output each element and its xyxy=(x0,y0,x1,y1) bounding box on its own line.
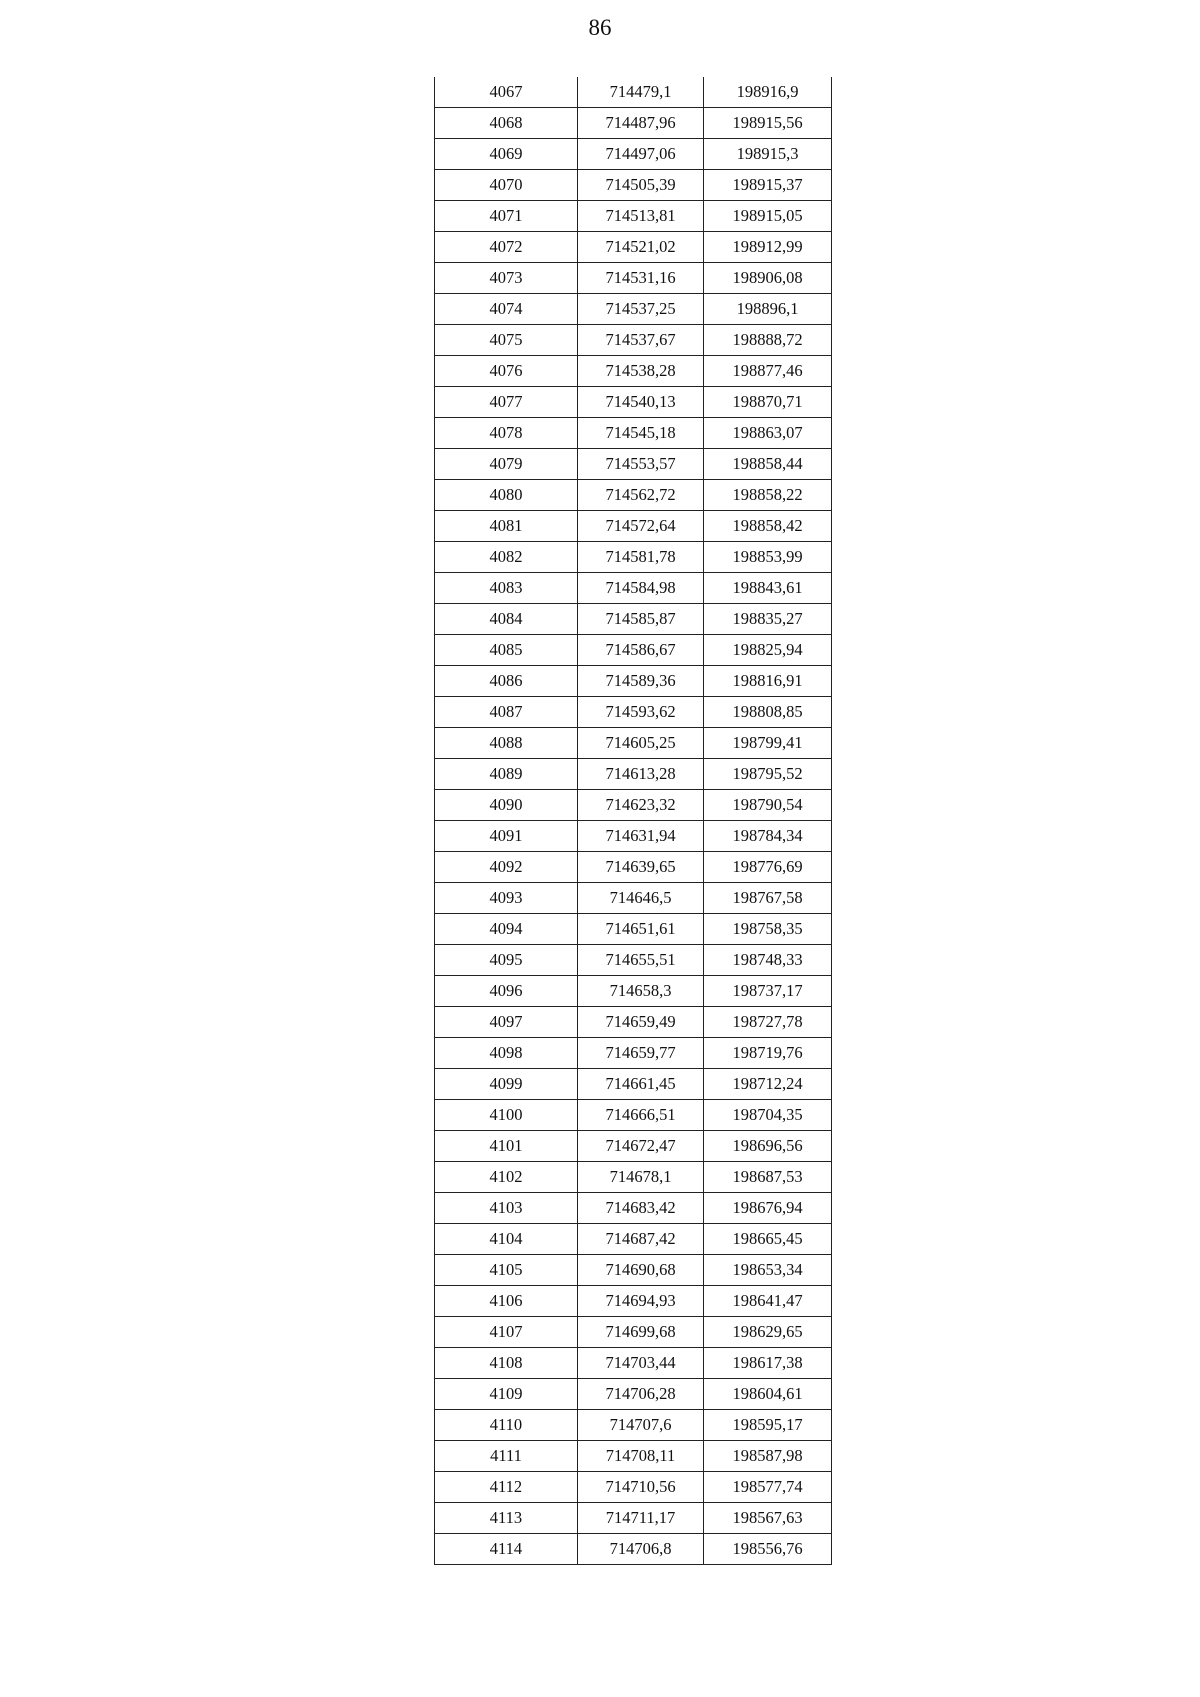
table-row xyxy=(435,1410,832,1441)
y-coordinate-cell: 198567,63 xyxy=(704,1503,832,1534)
table-row xyxy=(435,821,832,852)
point-number-cell: 4108 xyxy=(435,1348,578,1379)
x-coordinate-cell: 714661,45 xyxy=(578,1069,704,1100)
x-coordinate-cell: 714710,56 xyxy=(578,1472,704,1503)
table-row xyxy=(435,790,832,821)
y-coordinate-cell: 198808,85 xyxy=(704,697,832,728)
x-coordinate-cell: 714585,87 xyxy=(578,604,704,635)
table-row xyxy=(435,1534,832,1565)
point-number-cell: 4083 xyxy=(435,573,578,604)
point-number-cell: 4084 xyxy=(435,604,578,635)
x-coordinate-cell: 714593,62 xyxy=(578,697,704,728)
point-number-cell: 4082 xyxy=(435,542,578,573)
point-number-cell: 4074 xyxy=(435,294,578,325)
x-coordinate-cell: 714513,81 xyxy=(578,201,704,232)
y-coordinate-cell: 198896,1 xyxy=(704,294,832,325)
point-number-cell: 4110 xyxy=(435,1410,578,1441)
table-row xyxy=(435,697,832,728)
point-number-cell: 4092 xyxy=(435,852,578,883)
x-coordinate-cell: 714521,02 xyxy=(578,232,704,263)
point-number-cell: 4106 xyxy=(435,1286,578,1317)
table-row xyxy=(435,294,832,325)
table-row xyxy=(435,728,832,759)
y-coordinate-cell: 198696,56 xyxy=(704,1131,832,1162)
x-coordinate-cell: 714581,78 xyxy=(578,542,704,573)
point-number-cell: 4085 xyxy=(435,635,578,666)
point-number-cell: 4075 xyxy=(435,325,578,356)
point-number-cell: 4114 xyxy=(435,1534,578,1565)
y-coordinate-cell: 198906,08 xyxy=(704,263,832,294)
y-coordinate-cell: 198858,22 xyxy=(704,480,832,511)
table-row xyxy=(435,77,832,108)
x-coordinate-cell: 714545,18 xyxy=(578,418,704,449)
x-coordinate-cell: 714584,98 xyxy=(578,573,704,604)
x-coordinate-cell: 714678,1 xyxy=(578,1162,704,1193)
x-coordinate-cell: 714537,25 xyxy=(578,294,704,325)
y-coordinate-cell: 198641,47 xyxy=(704,1286,832,1317)
x-coordinate-cell: 714699,68 xyxy=(578,1317,704,1348)
x-coordinate-cell: 714690,68 xyxy=(578,1255,704,1286)
y-coordinate-cell: 198587,98 xyxy=(704,1441,832,1472)
point-number-cell: 4079 xyxy=(435,449,578,480)
y-coordinate-cell: 198835,27 xyxy=(704,604,832,635)
y-coordinate-cell: 198843,61 xyxy=(704,573,832,604)
table-row xyxy=(435,1131,832,1162)
y-coordinate-cell: 198758,35 xyxy=(704,914,832,945)
point-number-cell: 4094 xyxy=(435,914,578,945)
point-number-cell: 4107 xyxy=(435,1317,578,1348)
y-coordinate-cell: 198617,38 xyxy=(704,1348,832,1379)
y-coordinate-cell: 198665,45 xyxy=(704,1224,832,1255)
table-row xyxy=(435,1472,832,1503)
point-number-cell: 4067 xyxy=(435,77,578,108)
point-number-cell: 4098 xyxy=(435,1038,578,1069)
point-number-cell: 4097 xyxy=(435,1007,578,1038)
x-coordinate-cell: 714703,44 xyxy=(578,1348,704,1379)
y-coordinate-cell: 198888,72 xyxy=(704,325,832,356)
y-coordinate-cell: 198776,69 xyxy=(704,852,832,883)
y-coordinate-cell: 198629,65 xyxy=(704,1317,832,1348)
x-coordinate-cell: 714537,67 xyxy=(578,325,704,356)
point-number-cell: 4081 xyxy=(435,511,578,542)
x-coordinate-cell: 714706,28 xyxy=(578,1379,704,1410)
y-coordinate-cell: 198595,17 xyxy=(704,1410,832,1441)
point-number-cell: 4070 xyxy=(435,170,578,201)
point-number-cell: 4089 xyxy=(435,759,578,790)
table-row xyxy=(435,1379,832,1410)
point-number-cell: 4073 xyxy=(435,263,578,294)
table-row xyxy=(435,1441,832,1472)
y-coordinate-cell: 198912,99 xyxy=(704,232,832,263)
x-coordinate-cell: 714586,67 xyxy=(578,635,704,666)
y-coordinate-cell: 198556,76 xyxy=(704,1534,832,1565)
table-row xyxy=(435,759,832,790)
table-row xyxy=(435,976,832,1007)
x-coordinate-cell: 714505,39 xyxy=(578,170,704,201)
y-coordinate-cell: 198795,52 xyxy=(704,759,832,790)
table-row xyxy=(435,1038,832,1069)
y-coordinate-cell: 198790,54 xyxy=(704,790,832,821)
x-coordinate-cell: 714639,65 xyxy=(578,852,704,883)
y-coordinate-cell: 198704,35 xyxy=(704,1100,832,1131)
point-number-cell: 4077 xyxy=(435,387,578,418)
y-coordinate-cell: 198577,74 xyxy=(704,1472,832,1503)
x-coordinate-cell: 714659,49 xyxy=(578,1007,704,1038)
table-row xyxy=(435,139,832,170)
point-number-cell: 4086 xyxy=(435,666,578,697)
table-row xyxy=(435,604,832,635)
table-row xyxy=(435,1100,832,1131)
point-number-cell: 4112 xyxy=(435,1472,578,1503)
x-coordinate-cell: 714538,28 xyxy=(578,356,704,387)
x-coordinate-cell: 714623,32 xyxy=(578,790,704,821)
table-row xyxy=(435,170,832,201)
x-coordinate-cell: 714589,36 xyxy=(578,666,704,697)
x-coordinate-cell: 714683,42 xyxy=(578,1193,704,1224)
y-coordinate-cell: 198877,46 xyxy=(704,356,832,387)
table-row xyxy=(435,325,832,356)
point-number-cell: 4102 xyxy=(435,1162,578,1193)
x-coordinate-cell: 714605,25 xyxy=(578,728,704,759)
point-number-cell: 4103 xyxy=(435,1193,578,1224)
point-number-cell: 4111 xyxy=(435,1441,578,1472)
point-number-cell: 4087 xyxy=(435,697,578,728)
x-coordinate-cell: 714666,51 xyxy=(578,1100,704,1131)
y-coordinate-cell: 198816,91 xyxy=(704,666,832,697)
y-coordinate-cell: 198915,3 xyxy=(704,139,832,170)
table-row xyxy=(435,108,832,139)
table-row xyxy=(435,914,832,945)
table-row xyxy=(435,480,832,511)
point-number-cell: 4095 xyxy=(435,945,578,976)
point-number-cell: 4091 xyxy=(435,821,578,852)
x-coordinate-cell: 714672,47 xyxy=(578,1131,704,1162)
x-coordinate-cell: 714687,42 xyxy=(578,1224,704,1255)
y-coordinate-cell: 198687,53 xyxy=(704,1162,832,1193)
table-row xyxy=(435,1069,832,1100)
x-coordinate-cell: 714706,8 xyxy=(578,1534,704,1565)
point-number-cell: 4076 xyxy=(435,356,578,387)
table-row xyxy=(435,542,832,573)
table-row xyxy=(435,449,832,480)
table-row xyxy=(435,666,832,697)
table-row xyxy=(435,387,832,418)
y-coordinate-cell: 198870,71 xyxy=(704,387,832,418)
table-row xyxy=(435,1193,832,1224)
y-coordinate-cell: 198799,41 xyxy=(704,728,832,759)
x-coordinate-cell: 714613,28 xyxy=(578,759,704,790)
x-coordinate-cell: 714651,61 xyxy=(578,914,704,945)
point-number-cell: 4071 xyxy=(435,201,578,232)
x-coordinate-cell: 714707,6 xyxy=(578,1410,704,1441)
table-row xyxy=(435,1007,832,1038)
table-row xyxy=(435,1317,832,1348)
x-coordinate-cell: 714572,64 xyxy=(578,511,704,542)
x-coordinate-cell: 714694,93 xyxy=(578,1286,704,1317)
y-coordinate-cell: 198653,34 xyxy=(704,1255,832,1286)
y-coordinate-cell: 198719,76 xyxy=(704,1038,832,1069)
table-row xyxy=(435,945,832,976)
y-coordinate-cell: 198915,37 xyxy=(704,170,832,201)
y-coordinate-cell: 198863,07 xyxy=(704,418,832,449)
x-coordinate-cell: 714487,96 xyxy=(578,108,704,139)
point-number-cell: 4080 xyxy=(435,480,578,511)
table-row xyxy=(435,263,832,294)
y-coordinate-cell: 198915,56 xyxy=(704,108,832,139)
point-number-cell: 4100 xyxy=(435,1100,578,1131)
table-row xyxy=(435,1224,832,1255)
table-row xyxy=(435,573,832,604)
table-row xyxy=(435,635,832,666)
page-number: 86 xyxy=(588,15,612,40)
x-coordinate-cell: 714479,1 xyxy=(578,77,704,108)
x-coordinate-cell: 714562,72 xyxy=(578,480,704,511)
y-coordinate-cell: 198748,33 xyxy=(704,945,832,976)
table-row xyxy=(435,1503,832,1534)
y-coordinate-cell: 198604,61 xyxy=(704,1379,832,1410)
y-coordinate-cell: 198676,94 xyxy=(704,1193,832,1224)
point-number-cell: 4072 xyxy=(435,232,578,263)
x-coordinate-cell: 714655,51 xyxy=(578,945,704,976)
table-row xyxy=(435,356,832,387)
y-coordinate-cell: 198853,99 xyxy=(704,542,832,573)
table-row xyxy=(435,852,832,883)
point-number-cell: 4101 xyxy=(435,1131,578,1162)
point-number-cell: 4090 xyxy=(435,790,578,821)
point-number-cell: 4099 xyxy=(435,1069,578,1100)
y-coordinate-cell: 198915,05 xyxy=(704,201,832,232)
y-coordinate-cell: 198767,58 xyxy=(704,883,832,914)
point-number-cell: 4104 xyxy=(435,1224,578,1255)
table-row xyxy=(435,1162,832,1193)
x-coordinate-cell: 714659,77 xyxy=(578,1038,704,1069)
table-row xyxy=(435,1286,832,1317)
point-number-cell: 4096 xyxy=(435,976,578,1007)
x-coordinate-cell: 714531,16 xyxy=(578,263,704,294)
point-number-cell: 4069 xyxy=(435,139,578,170)
y-coordinate-cell: 198784,34 xyxy=(704,821,832,852)
coordinates-table xyxy=(434,77,832,1565)
x-coordinate-cell: 714497,06 xyxy=(578,139,704,170)
y-coordinate-cell: 198858,44 xyxy=(704,449,832,480)
y-coordinate-cell: 198737,17 xyxy=(704,976,832,1007)
y-coordinate-cell: 198916,9 xyxy=(704,77,832,108)
point-number-cell: 4113 xyxy=(435,1503,578,1534)
point-number-cell: 4078 xyxy=(435,418,578,449)
x-coordinate-cell: 714540,13 xyxy=(578,387,704,418)
point-number-cell: 4105 xyxy=(435,1255,578,1286)
table-row xyxy=(435,1255,832,1286)
point-number-cell: 4068 xyxy=(435,108,578,139)
y-coordinate-cell: 198858,42 xyxy=(704,511,832,542)
x-coordinate-cell: 714646,5 xyxy=(578,883,704,914)
x-coordinate-cell: 714553,57 xyxy=(578,449,704,480)
y-coordinate-cell: 198712,24 xyxy=(704,1069,832,1100)
x-coordinate-cell: 714631,94 xyxy=(578,821,704,852)
point-number-cell: 4109 xyxy=(435,1379,578,1410)
table-row xyxy=(435,418,832,449)
table-row xyxy=(435,883,832,914)
table-row xyxy=(435,511,832,542)
x-coordinate-cell: 714658,3 xyxy=(578,976,704,1007)
x-coordinate-cell: 714711,17 xyxy=(578,1503,704,1534)
coordinates-table-body xyxy=(435,77,832,1565)
point-number-cell: 4093 xyxy=(435,883,578,914)
x-coordinate-cell: 714708,11 xyxy=(578,1441,704,1472)
table-row xyxy=(435,232,832,263)
y-coordinate-cell: 198727,78 xyxy=(704,1007,832,1038)
table-row xyxy=(435,1348,832,1379)
point-number-cell: 4088 xyxy=(435,728,578,759)
y-coordinate-cell: 198825,94 xyxy=(704,635,832,666)
table-row xyxy=(435,201,832,232)
